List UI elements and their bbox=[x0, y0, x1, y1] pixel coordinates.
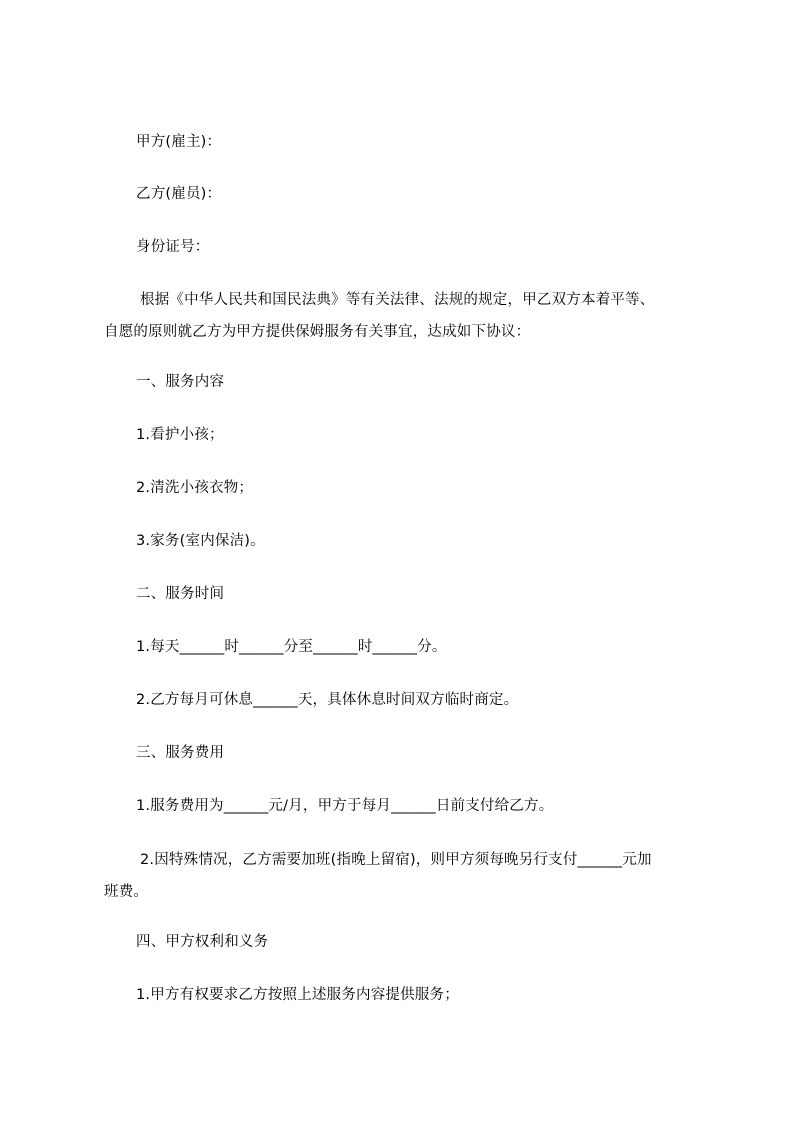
section-3-item-2 bbox=[104, 850, 704, 902]
section-3-item-2-line-1: 2.因特殊情况，乙方需要加班(指晚上留宿)，则甲方须每晚另行支付______元加 bbox=[140, 852, 652, 868]
section-2-heading: 二、服务时间 bbox=[136, 586, 225, 602]
section-1-item-3: 3.家务(室内保洁)。 bbox=[136, 533, 265, 549]
intro-paragraph bbox=[104, 290, 704, 342]
section-3-item-1: 1.服务费用为______元/月，甲方于每月______日前支付给乙方。 bbox=[136, 798, 554, 814]
party-a-label: 甲方(雇主)： bbox=[136, 134, 222, 150]
section-4-heading: 四、甲方权利和义务 bbox=[136, 934, 269, 950]
section-3-heading: 三、服务费用 bbox=[136, 745, 225, 761]
party-b-label: 乙方(雇员)： bbox=[136, 186, 222, 202]
intro-line-2: 自愿的原则就乙方为甲方提供保姆服务有关事宜，达成如下协议： bbox=[104, 324, 531, 340]
section-1-item-1: 1.看护小孩； bbox=[136, 427, 224, 443]
section-2-item-2: 2.乙方每月可休息______天，具体休息时间双方临时商定。 bbox=[136, 692, 519, 708]
section-1-heading: 一、服务内容 bbox=[136, 374, 225, 390]
section-4-item-1: 1.甲方有权要求乙方按照上述服务内容提供服务； bbox=[136, 987, 459, 1003]
section-1-item-2: 2.清洗小孩衣物； bbox=[136, 480, 254, 496]
section-2-item-1: 1.每天______时______分至______时______分。 bbox=[136, 639, 447, 655]
id-number-label: 身份证号： bbox=[136, 239, 210, 255]
section-3-item-2-line-2: 班费。 bbox=[104, 884, 149, 900]
intro-line-1: 根据《中华人民共和国民法典》等有关法律、法规的规定，甲乙双方本着平等、 bbox=[140, 292, 655, 308]
